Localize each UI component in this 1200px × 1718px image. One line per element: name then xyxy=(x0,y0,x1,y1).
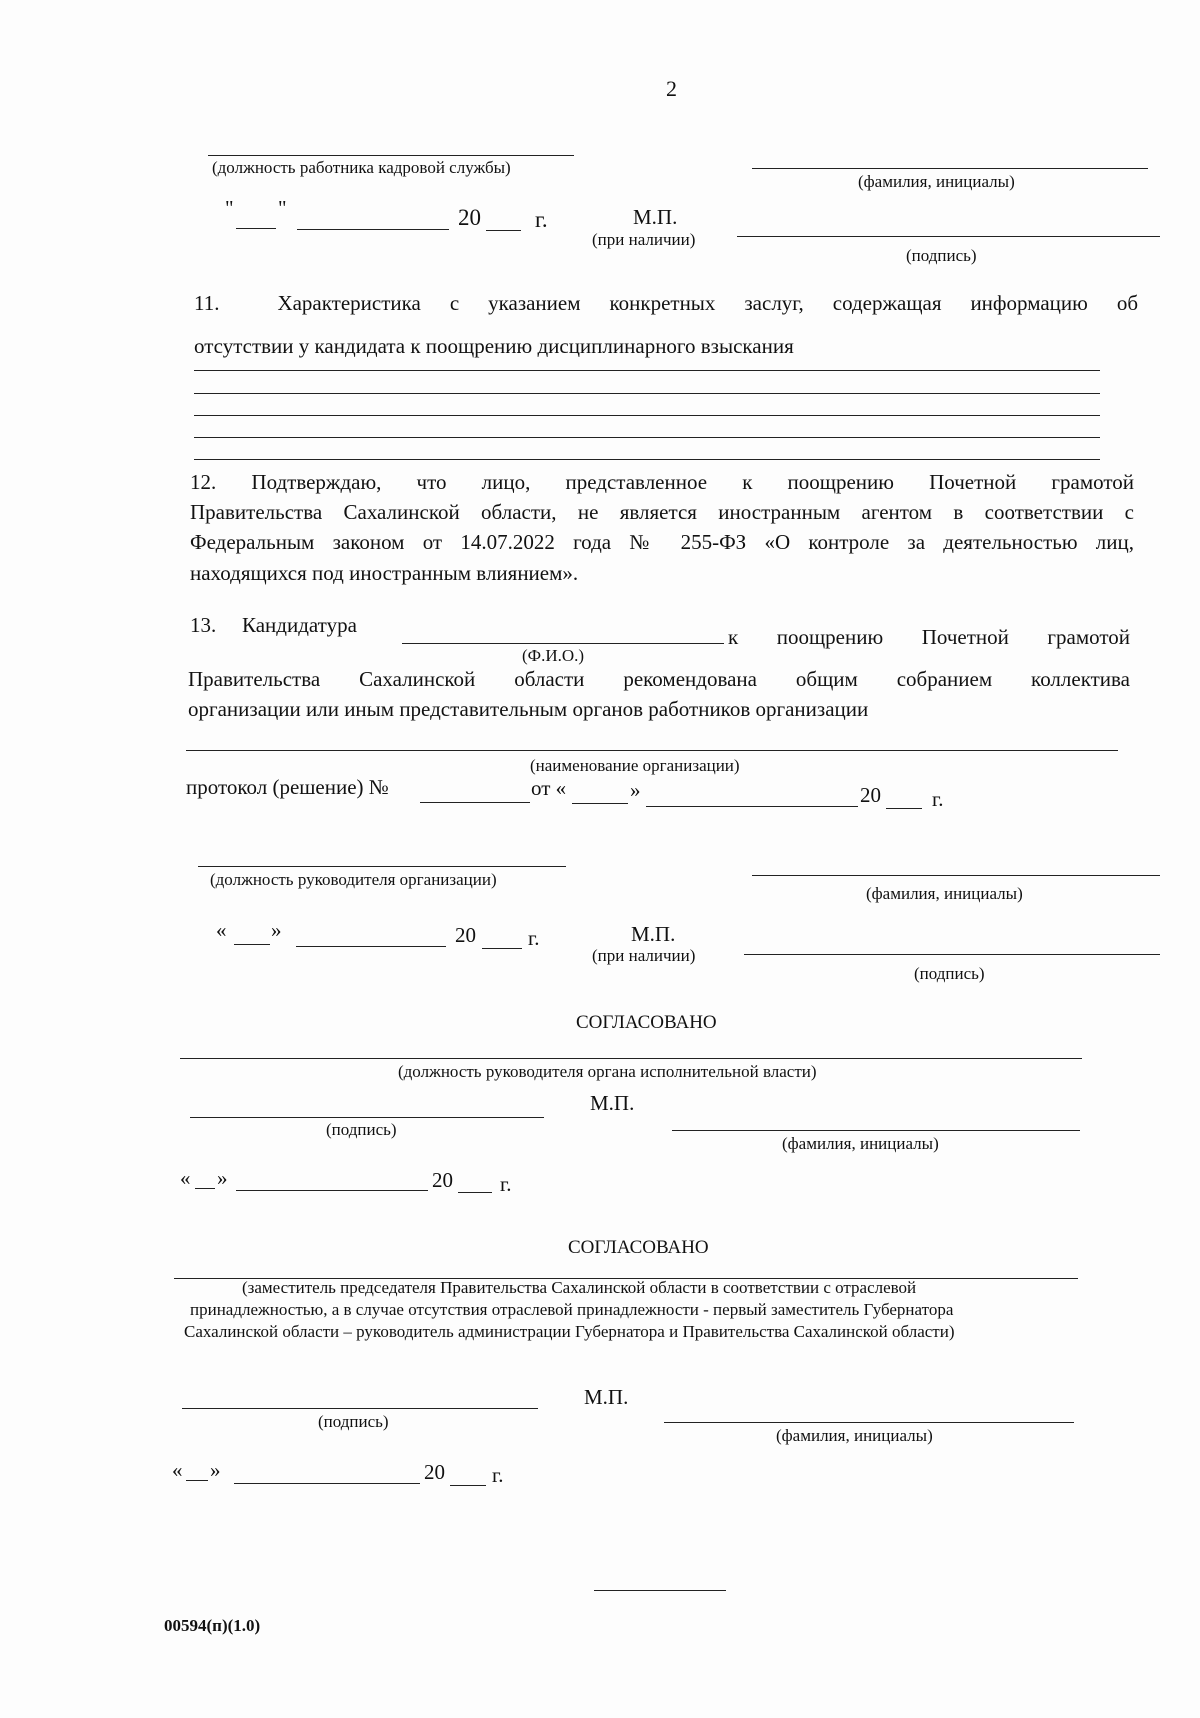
item13-line2: Правительства Сахалинской области рекомендована общим собранием коллектива xyxy=(188,667,1130,691)
agreed2-position-line2: принадлежностью, а в случае отсутствия отраслевой принадлежности - первый заместитель Губернатора xyxy=(190,1300,954,1319)
protocol-day-line xyxy=(572,803,628,804)
answer-line-4 xyxy=(194,437,1100,438)
head-date-year-suffix: г. xyxy=(528,926,540,950)
agreed1-quote-close: » xyxy=(217,1166,228,1190)
head-signature-label: (подпись) xyxy=(914,964,985,983)
page-number: 2 xyxy=(666,76,677,101)
agreed2-month-line xyxy=(234,1483,420,1484)
position-label: (должность работника кадровой службы) xyxy=(212,158,511,177)
item12-line2: Правительства Сахалинской области, не является иностранным агентом в соответствии с xyxy=(190,500,1134,524)
protocol-year-prefix: 20 xyxy=(860,783,881,807)
item12-line1: 12. Подтверждаю, что лицо, представленное к поощрению Почетной грамотой xyxy=(190,470,1134,494)
agreed2-name-line xyxy=(664,1422,1074,1423)
agreed2-position-line3: Сахалинской области – руководитель администрации Губернатора и Правительства Сахалинской области) xyxy=(184,1322,955,1341)
head-date-year-prefix: 20 xyxy=(455,923,476,947)
head-date-day-line xyxy=(234,944,270,945)
agreed2-signature-label: (подпись) xyxy=(318,1412,389,1431)
signature-label: (подпись) xyxy=(906,246,977,265)
agreed2-stamp: М.П. xyxy=(584,1385,629,1409)
date-quote-open: " xyxy=(225,196,234,220)
agreed1-position-label: (должность руководителя органа исполнительной власти) xyxy=(398,1062,817,1081)
answer-line-5 xyxy=(194,459,1100,460)
agreed1-stamp: М.П. xyxy=(590,1091,635,1115)
head-position-line xyxy=(198,866,566,867)
head-name-label: (фамилия, инициалы) xyxy=(866,884,1023,903)
protocol-month-line xyxy=(646,806,858,807)
item12-line4: находящихся под иностранным влиянием». xyxy=(190,561,579,585)
agreed1-year-prefix: 20 xyxy=(432,1168,453,1192)
date-year-suffix: г. xyxy=(535,207,548,232)
stamp-label: М.П. xyxy=(633,205,678,229)
head-signature-line xyxy=(744,954,1160,955)
agreed1-month-line xyxy=(236,1190,428,1191)
agreed1-title: СОГЛАСОВАНО xyxy=(576,1012,717,1033)
agreed1-name-line xyxy=(672,1130,1080,1131)
protocol-year-line xyxy=(886,808,922,809)
head-position-label: (должность руководителя организации) xyxy=(210,870,497,889)
agreed2-year-line xyxy=(450,1485,486,1486)
name-line xyxy=(752,168,1148,169)
fio-label: (Ф.И.О.) xyxy=(522,646,585,665)
item13-line1-tail: к поощрению Почетной грамотой xyxy=(728,625,1130,649)
head-name-line xyxy=(752,875,1160,876)
date-day-line xyxy=(236,228,276,229)
agreed2-position-line1: (заместитель председателя Правительства Сахалинской области в соответствии с отраслевой xyxy=(242,1278,917,1297)
head-stamp-note: (при наличии) xyxy=(592,946,696,965)
protocol-year-suffix: г. xyxy=(932,787,944,811)
head-stamp-label: М.П. xyxy=(631,922,676,946)
agreed2-name-label: (фамилия, инициалы) xyxy=(776,1426,933,1445)
item12-line3: Федеральным законом от 14.07.2022 года № 255-ФЗ «О контроле за деятельностью лиц, xyxy=(190,530,1134,554)
protocol-label: протокол (решение) № xyxy=(186,775,389,799)
agreed1-quote-open: « xyxy=(180,1166,191,1190)
org-label: (наименование организации) xyxy=(530,756,740,775)
agreed1-year-suffix: г. xyxy=(500,1172,512,1196)
item11-line1 xyxy=(194,289,1138,318)
item13-line3: организации или иным представительным органов работников организации xyxy=(188,697,869,721)
fio-line xyxy=(402,643,724,644)
date-quote-close: " xyxy=(278,196,287,220)
head-date-month-line xyxy=(296,946,446,947)
footer-code: 00594(п)(1.0) xyxy=(164,1616,261,1635)
item13-number: 13. xyxy=(190,613,217,637)
position-line xyxy=(208,155,574,156)
name-label: (фамилия, инициалы) xyxy=(858,172,1015,191)
date-month-line xyxy=(297,229,449,230)
answer-line-1 xyxy=(194,370,1100,371)
stamp-note: (при наличии) xyxy=(592,230,696,249)
agreed1-signature-label: (подпись) xyxy=(326,1120,397,1139)
item11-number: 11. xyxy=(194,291,220,315)
agreed1-signature-line xyxy=(190,1117,544,1118)
agreed2-quote-open: « xyxy=(172,1458,183,1482)
signature-line xyxy=(737,236,1160,237)
agreed2-signature-line xyxy=(182,1408,538,1409)
agreed1-position-line xyxy=(180,1058,1082,1059)
head-date-quote-close: » xyxy=(271,918,282,942)
item13-candidate: Кандидатура xyxy=(242,613,357,637)
head-date-year-line xyxy=(482,948,522,949)
date-year-prefix: 20 xyxy=(458,205,481,230)
date-year-line xyxy=(486,230,521,231)
agreed1-day-line xyxy=(195,1188,215,1189)
item11-line2: отсутствии у кандидата к поощрению дисциплинарного взыскания xyxy=(194,334,794,358)
agreed2-day-line xyxy=(186,1480,208,1481)
agreed1-name-label: (фамилия, инициалы) xyxy=(782,1134,939,1153)
answer-line-2 xyxy=(194,393,1100,394)
answer-line-3 xyxy=(194,415,1100,416)
head-date-quote-open: « xyxy=(216,918,227,942)
agreed2-quote-close: » xyxy=(210,1458,221,1482)
agreed2-title: СОГЛАСОВАНО xyxy=(568,1237,709,1258)
item11-text: Характеристика с указанием конкретных заслуг, содержащая информацию об xyxy=(277,291,1139,315)
protocol-number-line xyxy=(420,802,530,803)
agreed1-year-line xyxy=(458,1192,492,1193)
end-separator xyxy=(594,1590,726,1591)
org-line xyxy=(186,750,1118,751)
protocol-quote-close: » xyxy=(630,778,641,802)
agreed2-year-prefix: 20 xyxy=(424,1460,445,1484)
agreed2-year-suffix: г. xyxy=(492,1463,504,1487)
protocol-from: от « xyxy=(531,776,567,800)
